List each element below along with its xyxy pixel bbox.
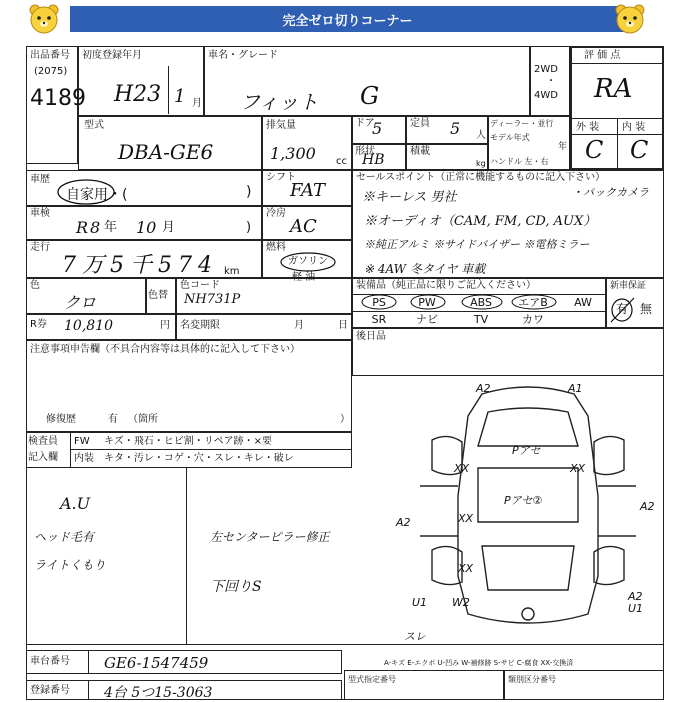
equip-airbag: エアB <box>518 296 548 309</box>
usage-close: ) <box>246 184 252 200</box>
model-value: DBA-GE6 <box>118 140 214 164</box>
equip-aw: AW <box>574 296 592 309</box>
equip-navi: ナビ <box>416 313 438 326</box>
aircon-label: 冷房 <box>266 208 286 219</box>
note-field-label: 記入欄 <box>28 452 58 463</box>
mark-xx-3: XX <box>458 512 474 525</box>
registration-year: H23 <box>114 82 162 107</box>
mark-u1-rear-right: U1 <box>628 602 644 615</box>
inspection-month: 10 <box>136 218 157 237</box>
load-unit: kg <box>476 159 486 168</box>
capacity-unit: 人 <box>476 130 486 141</box>
reg-number-value: 4台 5つ15-3063 <box>104 685 213 701</box>
equip-abs: ABS <box>470 296 492 309</box>
drive-4wd: 4WD <box>534 90 558 101</box>
fw-items: キズ・飛石・ヒビ割・リペア跡・×要 <box>104 436 272 447</box>
chassis-label: 車台番号 <box>30 656 70 667</box>
note-pillar: 左センターピラー修正 <box>210 530 330 544</box>
evaluation-ext: C <box>585 136 604 164</box>
mileage-label: 走行 <box>30 242 50 253</box>
doors-value: 5 <box>372 119 383 138</box>
lot-sub: (2075) <box>34 66 68 77</box>
selling-point-3: ※オーディオ（CAM, FM, CD, AUX） <box>364 214 597 229</box>
mark-a1-front-right: A1 <box>568 382 583 395</box>
mark-scratch: スレ <box>404 630 426 643</box>
inspection-month-unit: 月 <box>162 220 176 235</box>
name-change-month: 月 <box>294 320 304 331</box>
car-damage-diagram <box>392 376 664 644</box>
repair-label: 修復歴 <box>46 414 76 425</box>
bear-mascot-icon <box>612 2 648 38</box>
shape-value: HB <box>362 152 385 168</box>
displacement-label: 排気量 <box>266 120 296 131</box>
doors-label: ドア <box>355 118 375 129</box>
evaluation-score: RA <box>594 74 633 104</box>
color-value: クロ <box>64 293 97 312</box>
mark-hood: Pアセ <box>512 444 541 457</box>
note-under: 下回りS <box>210 579 262 595</box>
color-code-label: 色コード <box>180 280 220 291</box>
warranty-yes: 有 <box>616 302 629 316</box>
name-change-day: 日 <box>338 320 348 331</box>
fw-label: FW <box>74 436 90 447</box>
registration-label: 初度登録年月 <box>82 50 142 61</box>
registration-month-unit: 月 <box>192 98 202 109</box>
dealer-year-unit: 年 <box>558 142 568 152</box>
evaluation-label: 評 価 点 <box>584 50 621 61</box>
displacement-unit: cc <box>336 156 347 167</box>
selling-point-2: ・パックカメラ <box>572 186 649 199</box>
recycle-value: 10,810 <box>64 318 113 334</box>
warranty-label: 新車保証 <box>610 281 647 291</box>
mileage-unit: km <box>224 266 240 277</box>
equip-tv: TV <box>473 313 489 326</box>
inspection-label: 車検 <box>30 208 50 219</box>
fuel-diesel: 軽 油 <box>292 272 316 283</box>
fuel-label: 燃料 <box>266 242 286 253</box>
color-change-label: 色替 <box>148 290 168 301</box>
mileage-value: 7万5千574 <box>62 253 218 278</box>
shift-value: FAT <box>290 180 325 201</box>
dealer-handle-label: ハンドル 左・右 <box>490 157 549 166</box>
inspector-label: 検査員 <box>28 436 58 447</box>
selling-point-4: ※純正アルミ ※サイドバイザー ※電格ミラー <box>364 238 590 251</box>
note-light: ライトくもり <box>34 558 106 572</box>
selling-point-1: ※キーレス 男社 <box>362 190 457 205</box>
warranty-no: 無 <box>640 302 653 316</box>
equipment-label: 装備品（純正品に限りご記入ください） <box>356 280 536 291</box>
equip-ps: PS <box>372 296 386 309</box>
bear-mascot-icon <box>26 2 62 38</box>
mark-a2-front-left: A2 <box>476 382 491 395</box>
evaluation-int: C <box>630 136 649 164</box>
displacement-value: 1,300 <box>270 144 316 163</box>
shift-label: シフト <box>266 172 296 183</box>
capacity-label: 定員 <box>410 118 430 129</box>
rear-item-label: 後日品 <box>356 331 386 342</box>
equip-sr: SR <box>371 313 387 326</box>
inspection-year-unit: 年 <box>104 220 118 235</box>
mark-a2-rear-right: A2 <box>628 590 643 603</box>
lot-label: 出品番号 <box>30 50 70 61</box>
car-name: フィット <box>240 90 319 114</box>
shape-label: 形状 <box>355 146 375 157</box>
registration-month: 1 <box>174 86 186 107</box>
reg-number-label: 登録番号 <box>30 685 70 696</box>
inspection-year: 8 <box>90 218 101 237</box>
fuel-gasoline: ガソリン <box>288 256 328 267</box>
class-number-label: 類別区分番号 <box>508 675 556 684</box>
drive-2wd: 2WD <box>534 64 558 75</box>
recycle-unit: 円 <box>160 320 170 331</box>
mark-roof: Pアセ② <box>504 494 543 507</box>
corner-banner <box>70 6 625 32</box>
note-hair: ヘッド毛有 <box>34 530 95 544</box>
notes-label: 注意事項申告欄（不具合内容等は具体的に記入して下さい） <box>30 344 300 355</box>
drive-dot: ・ <box>546 76 556 87</box>
color-label: 色 <box>30 280 40 291</box>
interior-row-label: 内装 <box>74 453 94 464</box>
recycle-label: R券 <box>30 319 47 330</box>
repair-yes: 有 <box>108 414 118 425</box>
chassis-value: GE6-1547459 <box>104 654 209 672</box>
repair-close: ） <box>340 414 350 425</box>
usage-value: 自家用・( <box>66 187 128 203</box>
equip-pw: PW <box>418 296 436 309</box>
damage-legend: A-キズ E-エクボ U-凹み W-補修跡 S-サビ C-腐食 XX-交換済 <box>384 659 574 667</box>
selling-point-5: ※ 4AW 冬タイヤ 車載 <box>364 262 486 276</box>
lot-number: 4189 <box>30 86 86 111</box>
car-name-label: 車名・グレード <box>208 50 278 61</box>
banner-title: 完全ゼロ切りコーナー <box>282 13 413 29</box>
mark-xx-2: XX <box>570 462 586 475</box>
usage-label: 車歴 <box>30 174 50 185</box>
inspection-era: R <box>76 218 89 237</box>
mark-xx-1: XX <box>454 462 470 475</box>
mark-u1-rear-left: U1 <box>412 596 428 609</box>
car-grade: G <box>360 82 380 110</box>
mark-a2-left: A2 <box>396 516 411 529</box>
color-code: NH731P <box>184 292 241 307</box>
mark-xx-4: XX <box>458 562 474 575</box>
interior-items: キタ・汚レ・コゲ・穴・スレ・キレ・破レ <box>104 453 294 464</box>
capacity-value: 5 <box>450 119 461 138</box>
name-change-label: 名変期限 <box>180 320 220 331</box>
warranty-mark <box>608 296 636 326</box>
rear-item-box <box>352 328 664 376</box>
dealer-model-year-label: モデル年式 <box>490 133 530 142</box>
mark-w2: W2 <box>452 596 470 609</box>
equip-leather: カワ <box>522 313 544 326</box>
type-number-label: 型式指定番号 <box>348 675 396 684</box>
evaluation-ext-label: 外 装 <box>576 122 600 133</box>
selling-points-label: セールスポイント（正常に機能するものに記入下さい） <box>356 172 606 183</box>
inspection-close: ) <box>246 220 252 235</box>
mark-a2-right: A2 <box>640 500 655 513</box>
aircon-value: AC <box>290 216 317 237</box>
load-label: 積載 <box>410 146 430 157</box>
note-au: A.U <box>60 494 91 513</box>
evaluation-int-label: 内 装 <box>622 122 646 133</box>
dealer-label: ディーラー・並行 <box>490 119 554 128</box>
equipment-circles <box>352 294 606 328</box>
model-label: 型式 <box>84 120 104 131</box>
repair-location: （箇所 <box>128 414 158 425</box>
